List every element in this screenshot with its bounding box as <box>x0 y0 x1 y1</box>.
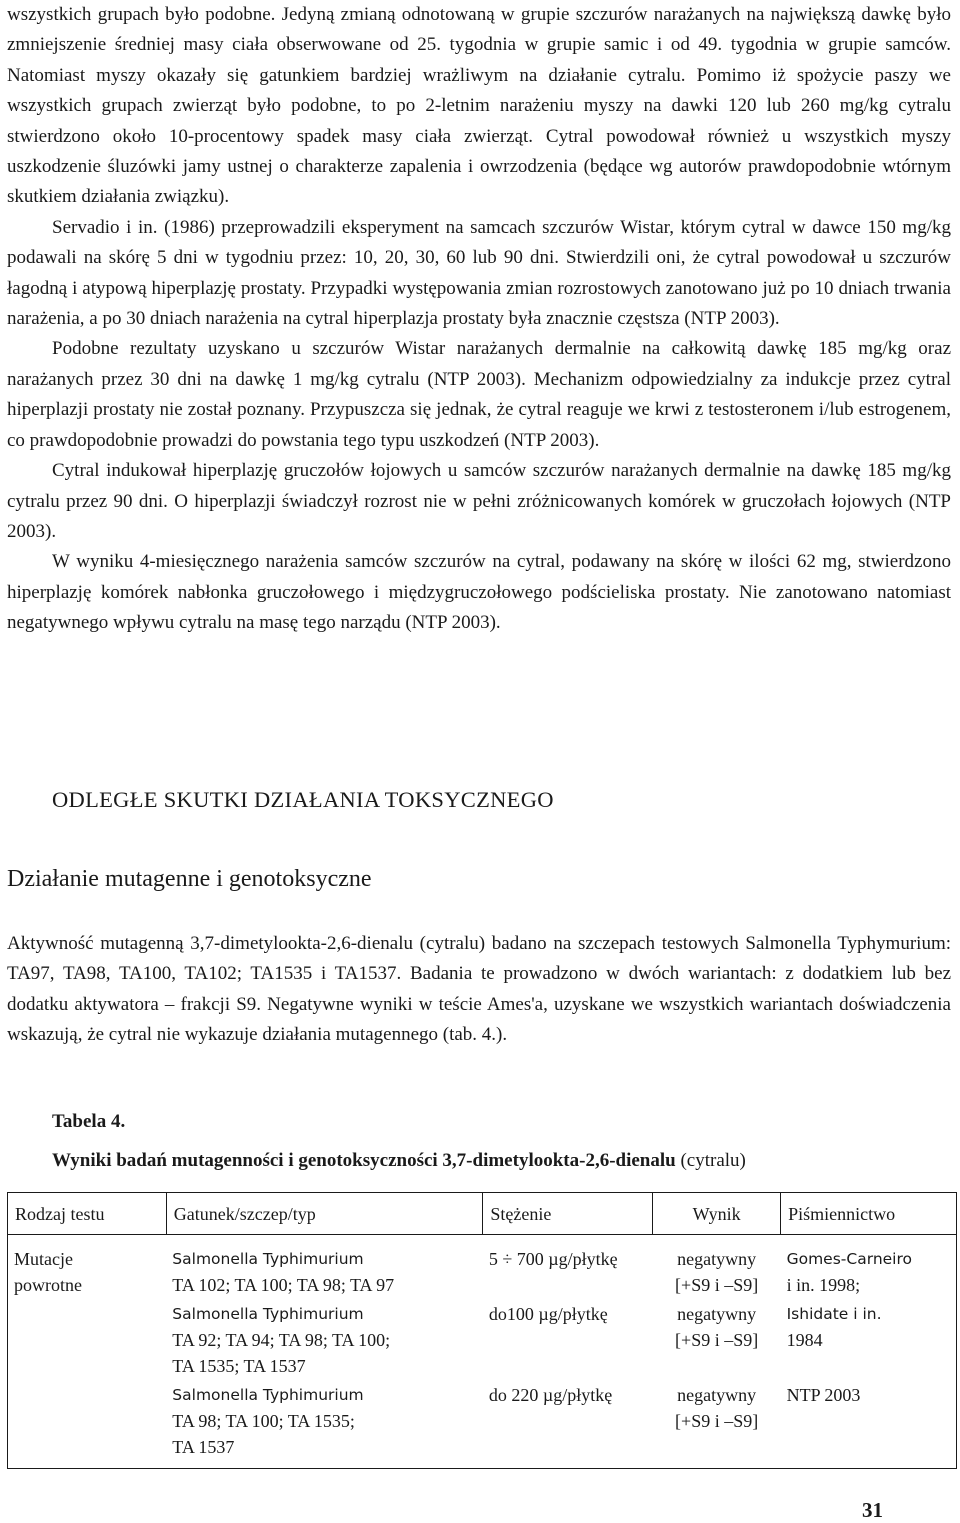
result-value: negatywny <box>677 1385 757 1405</box>
organism-strains-cont: TA 1535; TA 1537 <box>172 1356 306 1376</box>
table-caption-paren: (cytralu) <box>680 1150 746 1171</box>
test-type-line2: powrotne <box>14 1275 82 1295</box>
paragraph-prostate-hyperplasia: W wyniku 4-miesięcznego narażenia samców szczurów na cytral, podawany na skórę w ilości 62 mg, stwierdzono hiperplazję komórek nabłonka gruczołowego i międzygruczołowego podścieliska prostaty. Nie zanotowano natomiast negatywnego wpływu cytralu na masę tego narządu (NTP 2003). <box>7 551 951 634</box>
header-result: Wynik <box>653 1193 781 1235</box>
cell-organism <box>166 1235 483 1299</box>
cell-result <box>653 1235 781 1299</box>
paragraph-wistar-results: Podobne rezultaty uzyskano u szczurów Wistar narażanych dermalnie na całkowitą dawkę 185 mg/kg oraz narażanych przez 30 dni na dawkę 1 mg/kg cytralu (NTP 2003). Mechanizm odpowiedzialny za indukcje przez cytral hiperplazji prostaty nie został poznany. Przypuszcza się jednak, że cytral reaguje we krwi z testosteronem i/lub estrogenem, co prawdopodobnie prowadzi do powstania tego typu uszkodzeń (NTP 2003). <box>7 338 951 451</box>
paragraph-continued: wszystkich grupach było podobne. Jedyną zmianą odnotowaną w grupie szczurów narażanych na największą dawkę było zmniejszenie średniej masy ciała obserwowane od 25. tygodnia w grupie samic i od 49. tygodnia w grupie samców. Natomiast myszy okazały się gatunkiem bardziej wrażliwym na działanie cytralu. Pomimo iż spożycie paszy we wszystkich grupach zwierząt było podobne, to po 2-letnim narażeniu myszy na dawki 120 lub 260 mg/kg cytralu stwierdzono około 10-procentowy spadek masy ciała zwierząt. Cytral powodował również u wszystkich myszy uszkodzenie śluzówki jamy ustnej o charakterze zapalenia i owrzodzenia (będące wg autorów prawdopodobnie wtórnym skutkiem działania związku). <box>7 4 951 208</box>
result-value: negatywny <box>677 1304 757 1324</box>
reference-line1: Ishidate i in. <box>786 1305 882 1323</box>
cell-concentration: do100 µg/płytkę <box>488 1304 608 1324</box>
table-row <box>8 1379 957 1469</box>
test-type-line1: Mutacje <box>14 1249 73 1269</box>
page-number: 31 <box>862 1498 883 1522</box>
header-test-type: Rodzaj testu <box>8 1193 167 1235</box>
reference-line1: Gomes-Carneiro <box>786 1250 912 1268</box>
results-table <box>7 1192 957 1469</box>
body-text-bottom <box>7 929 951 1051</box>
cell-reference <box>781 1379 957 1469</box>
organism-strains: TA 98; TA 100; TA 1535; <box>172 1411 355 1431</box>
cell-organism <box>166 1298 483 1379</box>
reference-line2: i in. 1998; <box>786 1275 861 1295</box>
organism-name: Salmonella Typhimurium <box>172 1250 364 1268</box>
cell-result <box>653 1298 781 1379</box>
body-text-top <box>7 0 951 639</box>
cell-organism <box>166 1379 483 1469</box>
header-concentration: Stężenie <box>483 1193 653 1235</box>
organism-strains: TA 102; TA 100; TA 98; TA 97 <box>172 1275 395 1295</box>
result-detail: [+S9 i –S9] <box>675 1330 759 1350</box>
cell-test-type <box>8 1298 167 1379</box>
table-row <box>8 1298 957 1379</box>
paragraph-mutagenicity: Aktywność mutagenną 3,7-dimetylookta-2,6-dienalu (cytralu) badano na szczepach testowych Salmonella Typhymurium: TA97, TA98, TA100, TA102; TA1535 i TA1537. Badania te prowadzono w dwóch wariantach: z dodatkiem lub bez dodatku aktywatora – frakcji S9. Negatywne wyniki w teście Ames'a, uzyskane we wszystkich wariantach doświadczenia wskazują, że cytral nie wykazuje działania mutagennego (tab. 4.). <box>7 933 951 1046</box>
header-references: Piśmiennictwo <box>781 1193 957 1235</box>
cell-result <box>653 1379 781 1469</box>
organism-name: Salmonella Typhimurium <box>172 1305 364 1323</box>
organism-strains: TA 92; TA 94; TA 98; TA 100; <box>172 1330 391 1350</box>
result-value: negatywny <box>677 1249 757 1269</box>
subsection-heading: Działanie mutagenne i genotoksyczne <box>7 866 372 892</box>
paragraph-sebaceous-hyperplasia: Cytral indukował hiperplazję gruczołów łojowych u samców szczurów narażanych dermalnie na dawkę 185 mg/kg cytralu przez 90 dni. O hiperplazji świadczył rozrost nie w pełni zróżnicowanych komórek w gruczołach łojowych (NTP 2003). <box>7 460 951 542</box>
table-header-row <box>8 1193 957 1235</box>
result-detail: [+S9 i –S9] <box>675 1411 759 1431</box>
result-detail: [+S9 i –S9] <box>675 1275 759 1295</box>
table-caption-text: Wyniki badań mutagenności i genotoksyczności 3,7-dimetylookta-2,6-dienalu <box>52 1150 676 1171</box>
section-heading: ODLEGŁE SKUTKI DZIAŁANIA TOKSYCZNEGO <box>52 787 554 812</box>
cell-reference <box>781 1298 957 1379</box>
table-label: Tabela 4. <box>52 1111 126 1132</box>
cell-reference <box>781 1235 957 1299</box>
cell-test-type <box>8 1235 167 1299</box>
paragraph-servadio: Servadio i in. (1986) przeprowadzili eksperyment na samcach szczurów Wistar, którym cytral w dawce 150 mg/kg podawali na skórę 5 dni w tygodniu przez: 10, 20, 30, 60 lub 90 dni. Stwierdzili oni, że cytral powodował u szczurów łagodną i atypową hiperplazję prostaty. Przypadki występowania zmian rozrostowych zanotowano już po 10 dniach trwania narażenia, a po 30 dniach narażenia na cytral hiperplazja prostaty była znacznie częstsza (NTP 2003). <box>7 216 951 330</box>
organism-strains-cont: TA 1537 <box>172 1437 235 1457</box>
reference-line2: 1984 <box>786 1330 823 1350</box>
reference-line1: NTP 2003 <box>786 1385 861 1405</box>
cell-concentration: do 220 µg/płytkę <box>483 1379 653 1469</box>
header-organism: Gatunek/szczep/typ <box>166 1193 483 1235</box>
organism-name: Salmonella Typhimurium <box>172 1386 364 1404</box>
table-row <box>8 1235 957 1299</box>
cell-test-type <box>8 1379 167 1469</box>
cell-concentration: 5 ÷ 700 µg/płytkę <box>488 1249 618 1269</box>
table-caption <box>52 1150 746 1172</box>
